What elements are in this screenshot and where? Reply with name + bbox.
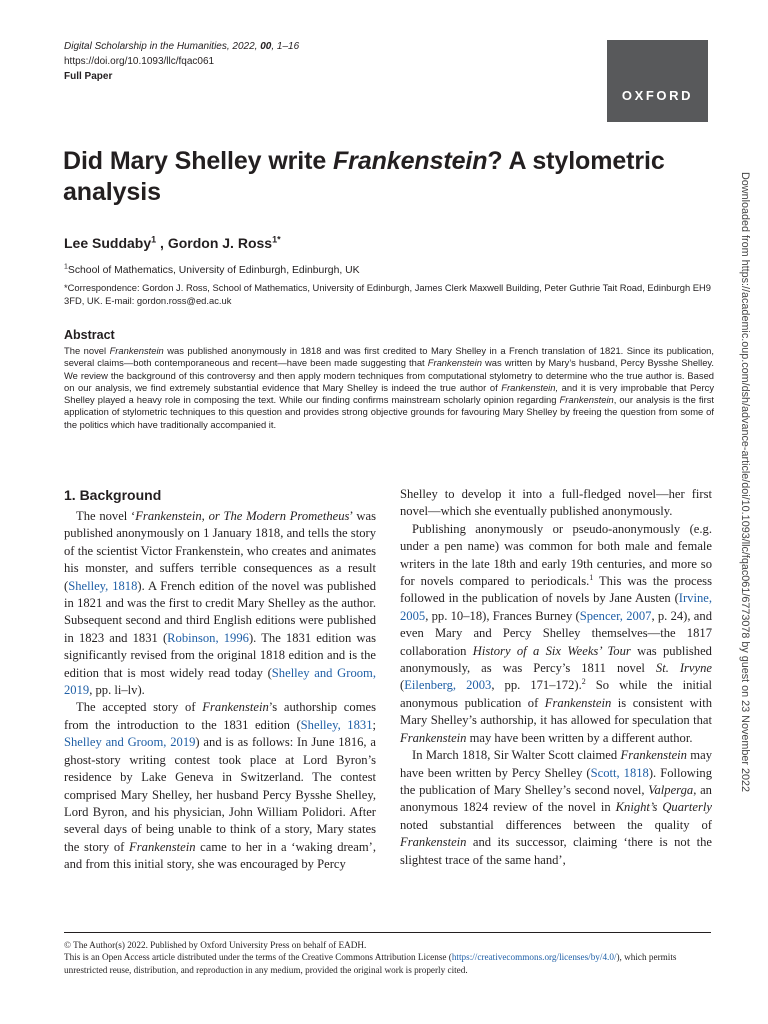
abstract-span: The novel bbox=[64, 345, 110, 356]
text-span: and its successor, claiming ‘there is not the slightest trace of the same hand’, bbox=[400, 835, 712, 867]
text-span: ’s authorship comes from the introduction to the 1831 edition ( bbox=[64, 700, 376, 732]
license-link[interactable]: https://creativecommons.org/licenses/by/4.0/ bbox=[451, 952, 617, 963]
license-text: This is an Open Access article distributed under the terms of the Creative Commons Attribution License ( bbox=[64, 952, 452, 963]
article-type: Full Paper bbox=[64, 71, 113, 82]
body-column-right bbox=[400, 486, 712, 869]
italic-span: Frankenstein bbox=[544, 695, 612, 710]
citation-link[interactable]: Spencer, 2007 bbox=[579, 608, 652, 623]
paragraph bbox=[64, 508, 376, 699]
abstract-italic: Frankenstein bbox=[427, 357, 482, 369]
text-span: , pp. li–lv). bbox=[89, 683, 145, 698]
text-span: ). The 1831 edition was significantly revised from the original 1818 edition and is the edition that is most widely read today ( bbox=[64, 630, 376, 680]
citation-link[interactable]: Shelley, 1831 bbox=[300, 717, 373, 732]
author-list bbox=[64, 234, 281, 252]
abstract-italic: Frankenstein, bbox=[501, 381, 559, 393]
italic-span: St. Irvyne bbox=[655, 661, 712, 676]
author-name[interactable]: Lee Suddaby bbox=[64, 235, 152, 251]
text-span: ). Following the publication of Mary Shelley’s second novel, bbox=[400, 765, 712, 797]
text-span: ). A French edition of the novel was published in 1821 and was the first to credit Mary Shelley as the author. Subsequent second and third English editions were published in 1823 and 1831 ( bbox=[64, 578, 376, 645]
correspondence: *Correspondence: Gordon J. Ross, School of Mathematics, University of Edinburgh, James Clerk Maxwell Building, Peter Guthrie Tait Road, Edinburgh EH9 3FD, UK. E-mail: gordon.ross@ed.ac.uk bbox=[64, 282, 712, 306]
text-span: may have been written by a different author. bbox=[466, 730, 693, 745]
text-span: The novel ‘ bbox=[76, 509, 136, 523]
citation-link[interactable]: Shelley, 1818 bbox=[68, 578, 138, 593]
text-span: , pp. 171–172). bbox=[491, 678, 582, 693]
italic-span: Frankenstein bbox=[400, 730, 467, 745]
italic-span: Frankenstein bbox=[400, 835, 467, 850]
text-span: This was the process followed in the publication of novels by Jane Austen ( bbox=[400, 574, 712, 606]
footer-divider bbox=[64, 932, 711, 933]
citation-link[interactable]: Irvine, 2005 bbox=[400, 591, 712, 623]
abstract-span: and it is very improbable that Percy Shelley played a heavy role in composing the text. While our finding confirms mainstream scholarly opinion regarding bbox=[64, 381, 715, 406]
affiliation-text: School of Mathematics, University of Edinburgh, Edinburgh, UK bbox=[67, 265, 360, 276]
text-span: was published anonymously, as was Percy’s 1811 novel bbox=[400, 643, 712, 676]
text-span: is consistent with Mary Shelley’s authorship, it has allowed for speculation that bbox=[400, 695, 712, 728]
text-span: may have been written by Percy Shelley ( bbox=[400, 748, 712, 780]
journal-name: Digital Scholarship in the Humanities bbox=[64, 41, 227, 52]
italic-span: Frankenstein bbox=[620, 748, 687, 763]
citation-link[interactable]: Shelley and Groom, 2019 bbox=[64, 665, 376, 698]
abstract-span: was written by Mary’s husband, Percy Bysshe Shelley. We review the background of this controversy and then apply modern techniques from computational stylometry to determine who the true author is. Based on our analysis, we find extremely substantial evidence that Mary Shelley is indeed the true author of bbox=[64, 357, 715, 393]
oxford-logo bbox=[607, 40, 708, 122]
affiliation-mark: 1 bbox=[64, 263, 68, 271]
title-italic: Frankenstein bbox=[333, 147, 488, 175]
author-name[interactable]: Gordon J. Ross bbox=[167, 235, 273, 251]
italic-span: Frankenstein bbox=[202, 700, 269, 715]
italic-span: Valperga bbox=[648, 782, 694, 797]
journal-volume: 00 bbox=[260, 41, 272, 52]
text-span: came to her in a ‘waking dream’, and from this initial story, she was encouraged by Percy bbox=[64, 839, 376, 872]
author-separator: , bbox=[156, 235, 168, 251]
citation-link[interactable]: Eilenberg, 2003 bbox=[404, 678, 492, 693]
license-text: ), which permits unrestricted reuse, distribution, and reproduction in any medium, provided the original work is properly cited. bbox=[64, 952, 677, 975]
text-span: ; bbox=[372, 717, 376, 732]
text-span: noted substantial differences between the quality of bbox=[400, 817, 712, 832]
oxford-logo-text: OXFORD bbox=[621, 88, 694, 103]
abstract-italic: Frankenstein bbox=[109, 345, 164, 356]
journal-pages: , 1–16 bbox=[271, 41, 300, 52]
footer bbox=[64, 939, 714, 976]
download-side-note: Downloaded from https://academic.oup.com/dsh/advance-article/doi/10.1093/llc/fqac061/6773078 by guest on 23 November 2022 bbox=[739, 172, 751, 793]
text-span: , p. 24), and even Mary and Percy Shelley themselves—the 1817 collaboration bbox=[400, 608, 712, 658]
italic-span: Knight’s Quarterly bbox=[615, 800, 712, 815]
affiliation bbox=[64, 264, 360, 277]
text-span: ’ was published anonymously on 1 January 1818, and tells the story of the scientist Victor Frankenstein, who creates and animates his monster, and suffers terrible consequences as a result ( bbox=[64, 509, 376, 593]
title-part: Did Mary Shelley write bbox=[63, 147, 334, 175]
section-heading: 1. Background bbox=[64, 487, 162, 503]
text-span: , pp. 10–18), Frances Burney ( bbox=[425, 608, 580, 623]
abstract-span: , our analysis is the first application of stylometric techniques to this question and provides strong objective grounds for favouring Mary Shelley by freeing the question from some of the politics which have traditionally accompanied it. bbox=[64, 394, 714, 430]
footnote-marker[interactable]: 1 bbox=[589, 572, 594, 582]
text-span: , an anonymous 1824 review of the novel in bbox=[400, 782, 712, 815]
paragraph bbox=[400, 521, 712, 747]
journal-citation bbox=[64, 40, 299, 53]
license-notice bbox=[64, 951, 714, 976]
italic-span: Frankenstein, or The Modern Prometheus bbox=[135, 509, 350, 523]
text-span: ( bbox=[400, 678, 405, 693]
journal-year: , 2022, bbox=[226, 41, 261, 52]
abstract-span: was published anonymously in 1818 and was first credited to Mary Shelley in a French translation of 1821. Since its publication, several claims—both contemporaneous and recent—have been made suggesting that bbox=[64, 345, 714, 369]
abstract-text bbox=[64, 345, 714, 431]
text-span: ) and is as follows: In June 1816, a ghost-story writing contest took place at Lord Byron’s residence by Lake Geneva in Switzerland. The contest comprised Mary Shelley, her husband Percy Bysshe Shelley, Lord Byron, and his physician, John William Polidori. After several days of being unable to think of a story, Mary states the story of bbox=[64, 735, 376, 854]
italic-span: History of a Six Weeks’ Tour bbox=[472, 643, 631, 658]
paragraph: Shelley to develop it into a full-fledged novel—her first novel—which she eventually published anonymously. bbox=[400, 487, 712, 519]
body-column-left bbox=[64, 508, 376, 874]
italic-span: Frankenstein bbox=[129, 839, 196, 854]
paragraph bbox=[400, 747, 712, 869]
citation-link[interactable]: Shelley and Groom, 2019 bbox=[64, 735, 196, 750]
citation-link[interactable]: Robinson, 1996 bbox=[167, 630, 249, 645]
footnote-marker[interactable]: 2 bbox=[581, 677, 586, 687]
abstract-italic: Frankenstein bbox=[559, 394, 614, 406]
paragraph bbox=[64, 699, 376, 873]
author-affiliation-mark: 1 bbox=[151, 234, 157, 245]
text-span: Publishing anonymously or pseudo-anonymously (e.g. under a pen name) was common for both male and female writers in the late 18th and early 19th centuries, and more so for novels compared to periodicals. bbox=[400, 521, 712, 589]
abstract-heading: Abstract bbox=[64, 328, 115, 342]
title-part: ? A stylometric analysis bbox=[63, 147, 665, 206]
text-span: The accepted story of bbox=[76, 700, 203, 715]
citation-link[interactable]: Scott, 1818 bbox=[590, 765, 649, 780]
doi-link[interactable]: https://doi.org/10.1093/llc/fqac061 bbox=[64, 56, 215, 67]
text-span: In March 1818, Sir Walter Scott claimed bbox=[412, 748, 621, 763]
copyright-notice: © The Author(s) 2022. Published by Oxford University Press on behalf of EADH. bbox=[64, 940, 367, 950]
author-affiliation-mark: 1* bbox=[272, 234, 281, 245]
paper-title bbox=[63, 146, 723, 208]
text-span: So while the initial anonymous publication of bbox=[400, 678, 712, 710]
